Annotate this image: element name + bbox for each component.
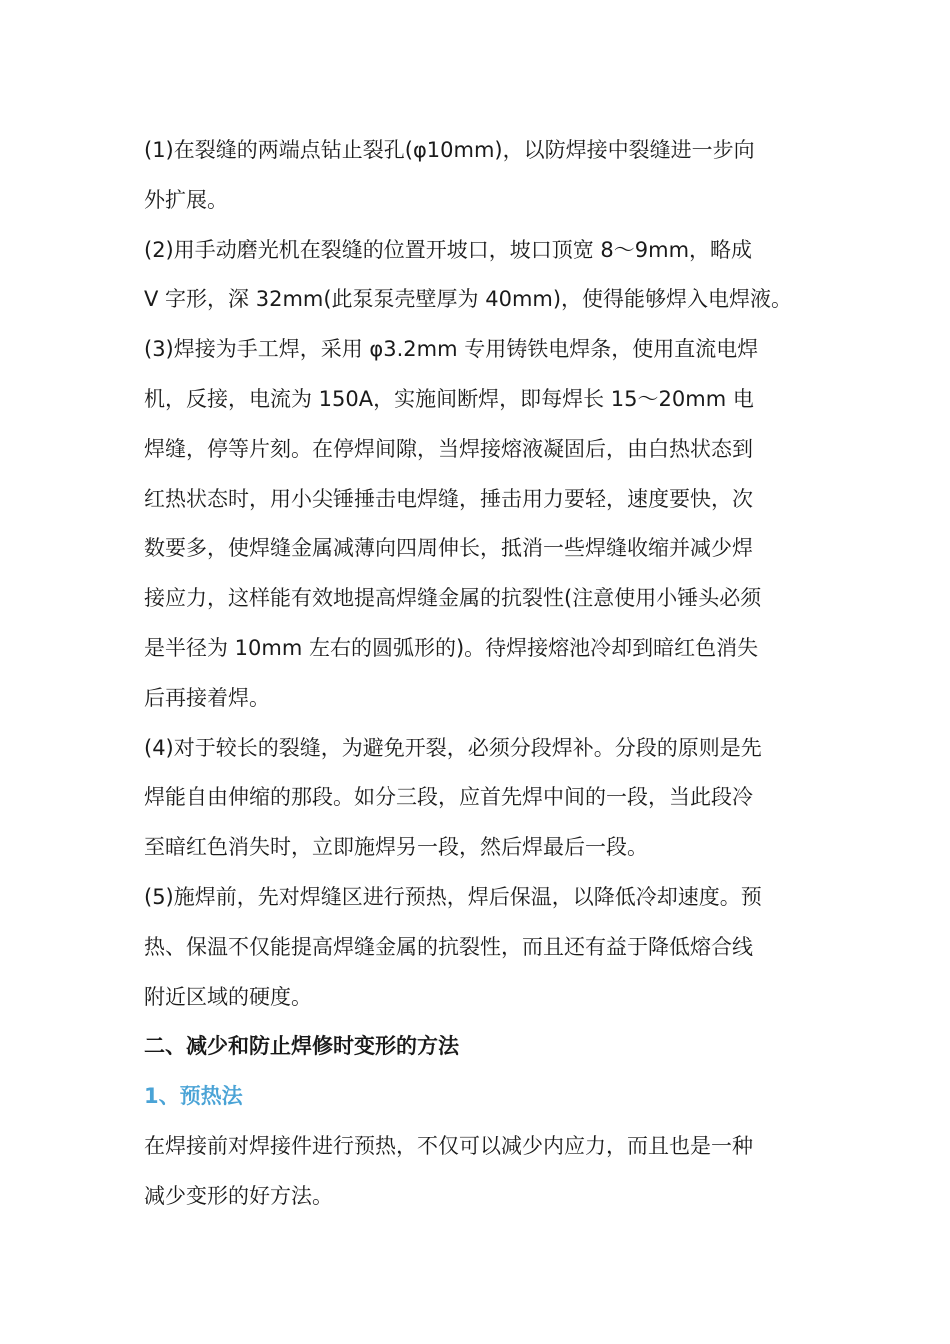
paragraph-step-1 bbox=[144, 126, 814, 226]
text-line: 热、保温不仅能提高焊缝金属的抗裂性，而且还有益于降低熔合线 bbox=[144, 934, 753, 959]
text-line: 焊能自由伸缩的那段。如分三段，应首先焊中间的一段，当此段冷 bbox=[144, 785, 753, 810]
text-line: 减少变形的好方法。 bbox=[144, 1183, 333, 1208]
text-line: (5)施焊前，先对焊缝区进行预热，焊后保温，以降低冷却速度。预 bbox=[144, 884, 762, 909]
section-subheading: 1、预热法 bbox=[144, 1084, 243, 1109]
text-line: 至暗红色消失时，立即施焊另一段，然后焊最后一段。 bbox=[144, 835, 648, 860]
text-line: 机，反接，电流为 150A，实施间断焊，即每焊长 15～20mm 电 bbox=[144, 386, 754, 411]
paragraph-step-3 bbox=[144, 325, 814, 723]
text-line: 红热状态时，用小尖锤捶击电焊缝，捶击用力要轻，速度要快，次 bbox=[144, 486, 753, 511]
text-line: 数要多，使焊缝金属减薄向四周伸长，抵消一些焊缝收缩并减少焊 bbox=[144, 536, 753, 561]
text-line: 是半径为 10mm 左右的圆弧形的)。待焊接熔池冷却到暗红色消失 bbox=[144, 635, 759, 660]
text-line: 接应力，这样能有效地提高焊缝金属的抗裂性(注意使用小锤头必须 bbox=[144, 586, 762, 611]
text-line: (2)用手动磨光机在裂缝的位置开坡口，坡口顶宽 8～9mm，略成 bbox=[144, 237, 753, 262]
text-line: V 字形，深 32mm(此泵泵壳壁厚为 40mm)，使得能够焊入电焊液。 bbox=[144, 287, 793, 312]
paragraph-preheat bbox=[144, 1122, 814, 1222]
text-line: 在焊接前对焊接件进行预热，不仅可以减少内应力，而且也是一种 bbox=[144, 1133, 753, 1158]
text-line: 附近区域的硬度。 bbox=[144, 984, 312, 1009]
paragraph-step-5 bbox=[144, 873, 814, 1022]
text-line: 后再接着焊。 bbox=[144, 685, 270, 710]
text-line: (1)在裂缝的两端点钻止裂孔(φ10mm)，以防焊接中裂缝进一步向 bbox=[144, 138, 755, 162]
paragraph-step-4 bbox=[144, 724, 814, 873]
text-line: (3)焊接为手工焊，采用 φ3.2mm 专用铸铁电焊条，使用直流电焊 bbox=[144, 337, 759, 362]
paragraph-step-2 bbox=[144, 226, 814, 326]
text-line: 焊缝，停等片刻。在停焊间隙，当焊接熔液凝固后，由白热状态到 bbox=[144, 436, 753, 461]
text-line: 外扩展。 bbox=[144, 187, 228, 212]
section-heading: 二、减少和防止焊修时变形的方法 bbox=[144, 1034, 459, 1059]
document-body bbox=[144, 126, 814, 1222]
text-line: (4)对于较长的裂缝，为避免开裂，必须分段焊补。分段的原则是先 bbox=[144, 735, 762, 760]
